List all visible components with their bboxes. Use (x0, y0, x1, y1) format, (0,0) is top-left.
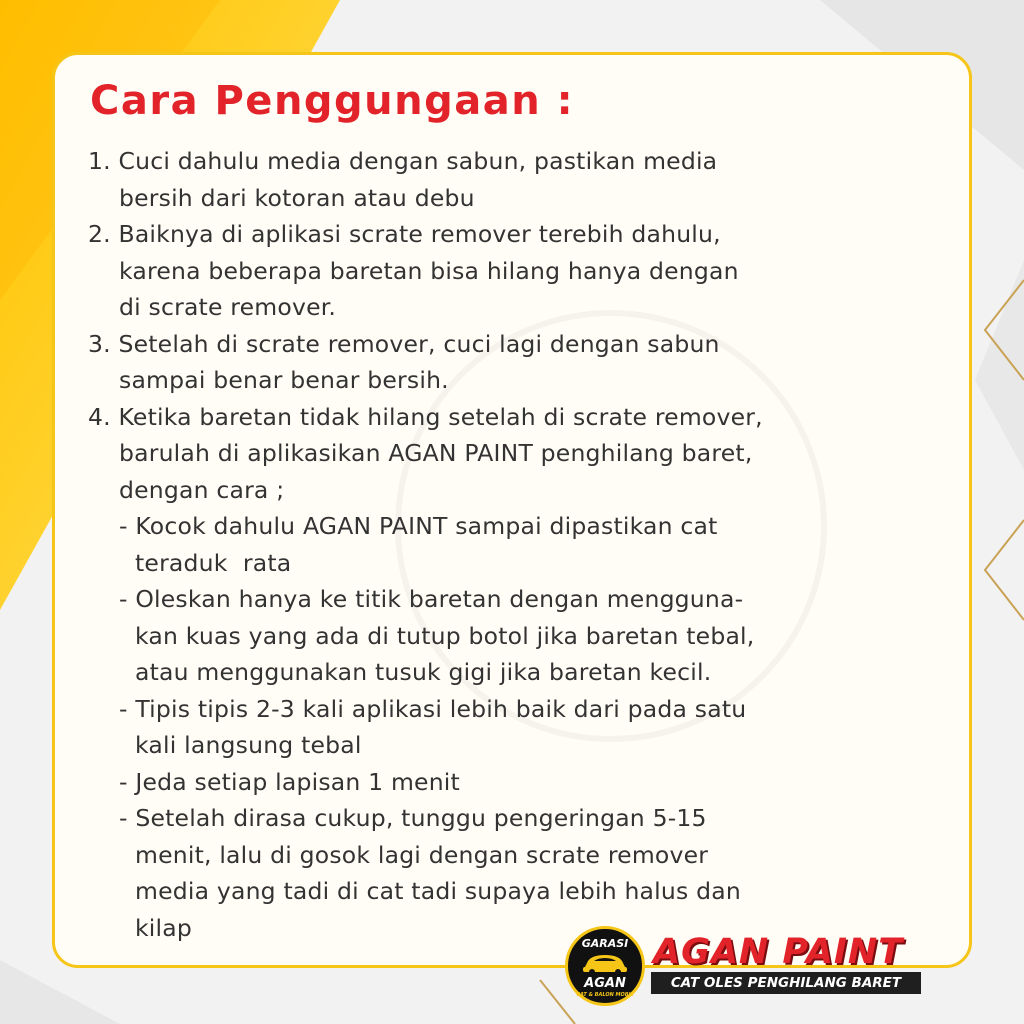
step-2-line-1: 2. Baiknya di aplikasi scrate remover terebih dahulu, (88, 220, 721, 248)
logo-bottom-text: AGAN (584, 976, 626, 991)
substep-1-line-1: - Kocok dahulu AGAN PAINT sampai dipastikan cat (119, 512, 718, 540)
substep-4-line-1: - Jeda setiap lapisan 1 menit (119, 767, 460, 796)
substep-5-line-4: kilap (135, 913, 192, 942)
step-2-line-3: di scrate remover. (119, 293, 337, 321)
substep-2-line-3: atau menggunakan tusuk gigi jika baretan kecil. (135, 658, 712, 686)
substep-5-line-1: - Setelah dirasa cukup, tunggu pengeringan 5-15 (119, 804, 707, 832)
step-4-line-2: barulah di aplikasikan AGAN PAINT penghilang baret, (119, 439, 753, 467)
logo-top-text: GARASI (581, 937, 629, 950)
substep-2-line-2: kan kuas yang ada di tutup botol jika baretan tebal, (135, 621, 755, 650)
brand-block (565, 926, 945, 1010)
brand-tagline: CAT OLES PENGHILANG BARET (651, 972, 921, 994)
car-icon (580, 951, 630, 975)
step-2-line-2: karena beberapa baretan bisa hilang hanya dengan (119, 256, 739, 285)
substep-2-line-1: - Oleskan hanya ke titik baretan dengan mengguna- (119, 585, 744, 613)
step-1-line-1: 1. Cuci dahulu media dengan sabun, pastikan media (88, 147, 718, 175)
instruction-steps (88, 143, 888, 946)
step-3-line-2: sampai benar benar bersih. (119, 366, 449, 394)
step-4-line-3: dengan cara ; (119, 475, 285, 504)
brand-name: AGAN PAINT (653, 932, 904, 972)
step-1-line-2: bersih dari kotoran atau debu (119, 183, 475, 212)
substep-5-line-2: menit, lalu di gosok lagi dengan scrate remover (135, 840, 709, 869)
step-3-line-1: 3. Setelah di scrate remover, cuci lagi dengan sabun (88, 329, 720, 358)
page-title: Cara Penggungaan : (90, 78, 575, 124)
logo-small-text: CAT & BALON MOBIL (576, 992, 634, 998)
step-4-line-1: 4. Ketika baretan tidak hilang setelah di scrate remover, (88, 402, 763, 431)
substep-1-line-2: teraduk rata (135, 548, 292, 577)
substep-3-line-2: kali langsung tebal (135, 731, 362, 759)
garasi-agan-logo (565, 926, 645, 1006)
substep-3-line-1: - Tipis tipis 2-3 kali aplikasi lebih baik dari pada satu (119, 694, 747, 723)
substep-5-line-3: media yang tadi di cat tadi supaya lebih halus dan (135, 877, 741, 905)
